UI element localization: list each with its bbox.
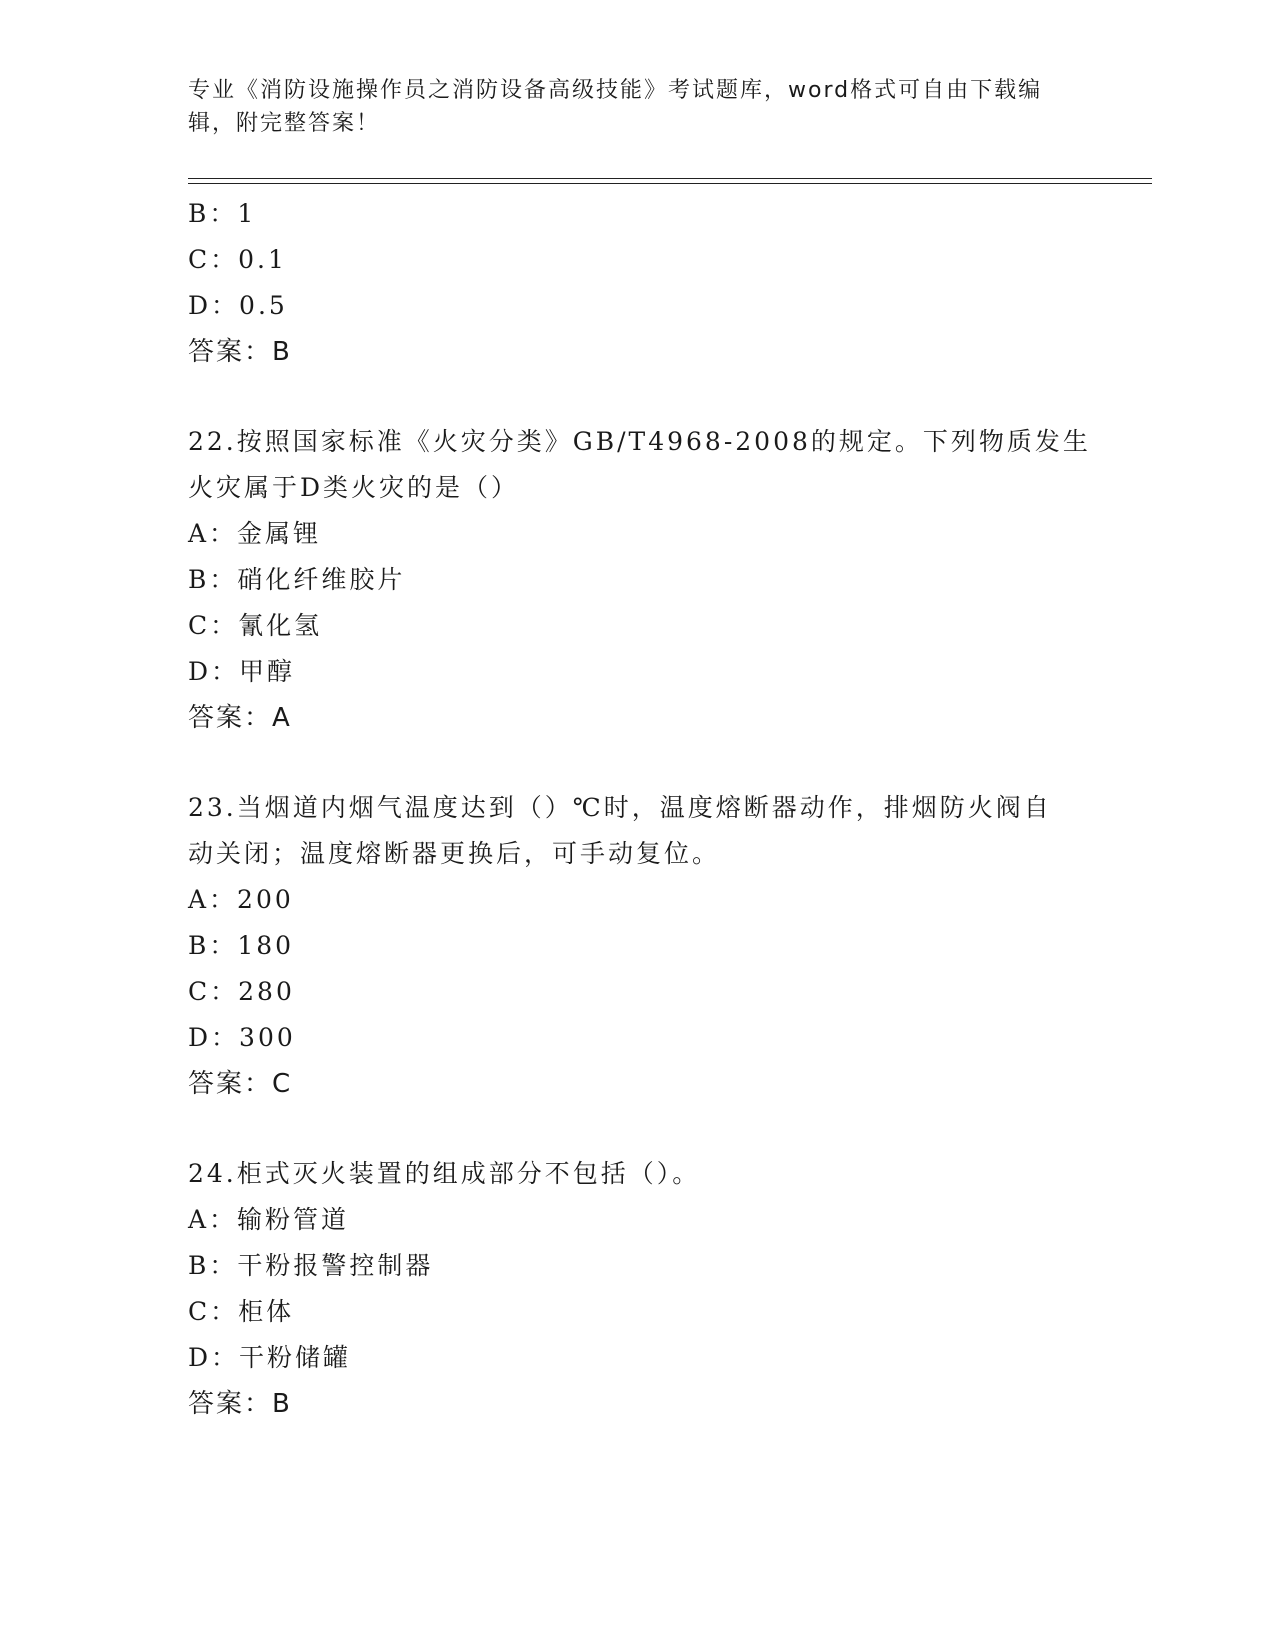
option-a: A：200 xyxy=(188,885,294,914)
question-stem-line-2: 火灾属于D类火灾的是（） xyxy=(188,473,520,502)
option-d: D：甲醇 xyxy=(188,657,296,686)
document-header xyxy=(188,74,1068,140)
question-stem-line-1: 23.当烟道内烟气温度达到（）℃时，温度熔断器动作，排烟防火阀自 xyxy=(188,793,1052,822)
option-b: B：180 xyxy=(188,931,295,960)
question-stem-line-2: 动关闭；温度熔断器更换后，可手动复位。 xyxy=(188,839,721,868)
question-22 xyxy=(188,419,1091,741)
option-d: D：干粉储罐 xyxy=(188,1343,352,1372)
header-line-2: 辑，附完整答案！ xyxy=(188,111,381,136)
answer-line: 答案：A xyxy=(188,703,292,733)
option-a: A：输粉管道 xyxy=(188,1205,350,1234)
option-c: C：0.1 xyxy=(188,245,287,274)
header-divider-top xyxy=(188,178,1152,179)
option-d: D：300 xyxy=(188,1023,296,1052)
option-b: B：1 xyxy=(188,199,257,228)
partial-question xyxy=(188,191,1088,375)
question-23 xyxy=(188,785,1088,1107)
option-c: C：280 xyxy=(188,977,295,1006)
answer-line: 答案：B xyxy=(188,1389,292,1419)
header-divider-bottom xyxy=(188,183,1152,184)
option-d: D：0.5 xyxy=(188,291,288,320)
answer-line: 答案：C xyxy=(188,1069,293,1099)
option-c: C：氰化氢 xyxy=(188,611,323,640)
option-a: A：金属锂 xyxy=(188,519,322,548)
question-list xyxy=(188,191,1091,1427)
header-line-1: 专业《消防设施操作员之消防设备高级技能》考试题库，word格式可自由下载编 xyxy=(188,78,1043,103)
option-b: B：干粉报警控制器 xyxy=(188,1251,434,1280)
option-c: C：柜体 xyxy=(188,1297,295,1326)
question-stem-line-1: 22.按照国家标准《火灾分类》GB/T4968-2008的规定。下列物质发生 xyxy=(188,427,1091,456)
answer-line: 答案：B xyxy=(188,337,292,367)
question-stem-line-1: 24.柜式灭火装置的组成部分不包括（）。 xyxy=(188,1159,701,1188)
option-b: B：硝化纤维胶片 xyxy=(188,565,406,594)
question-24 xyxy=(188,1151,1088,1427)
